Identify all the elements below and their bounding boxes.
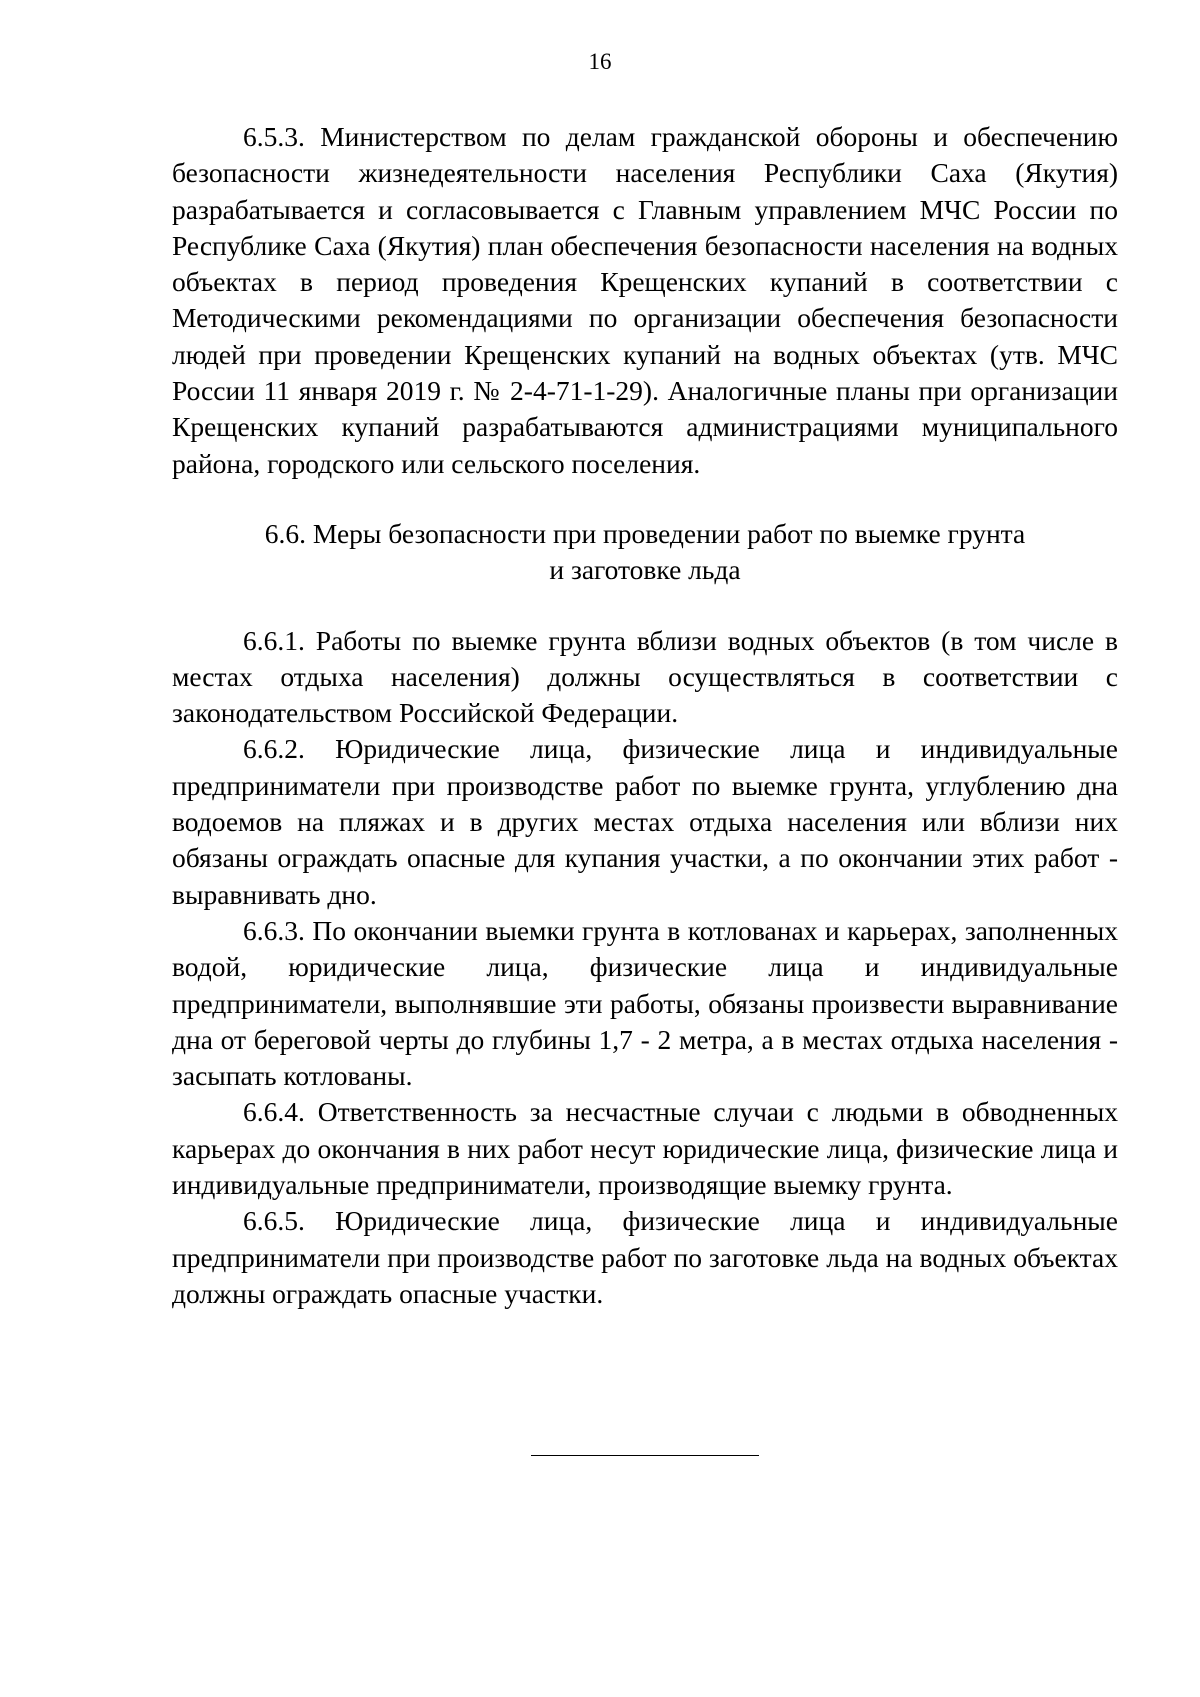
paragraph-6-6-5: 6.6.5. Юридические лица, физические лица и индивидуальные предприниматели при производстве работ по заготовке льда на водных объектах должны ограждать опасные участки. xyxy=(172,1205,1118,1309)
page-number: 16 xyxy=(588,49,612,74)
paragraph-6-6-1: 6.6.1. Работы по выемке грунта вблизи водных объектов (в том числе в местах отдыха населения) должны осуществляться в соответствии с законодательством Российской Федерации. xyxy=(172,624,1118,729)
paragraph-6-5-3: 6.5.3. Министерством по делам гражданской обороны и обеспечению безопасности жизнедеятельности населения Республики Саха (Якутия) разрабатывается и согласовывается с Главным управлением МЧС России по Республике Саха (Якутия) план обеспечения безопасности населения на водных объектах в период проведения Крещенских купаний в соответствии с Методическими рекомендациями по организации обеспечения безопасности людей при проведении Крещенских купаний на водных объектах (утв. МЧС России 11 января 2019 г. № 2-4-71-1-29). Аналогичные планы при организации Крещенских купаний разрабатываются администрациями муниципального района, городского или сельского поселения. xyxy=(172,121,1118,479)
paragraph-6-6-4: 6.6.4. Ответственность за несчастные случаи с людьми в обводненных карьерах до окончания в них работ несут юридические лица, физические лица и индивидуальные предприниматели, производящие выемку грунта. xyxy=(172,1096,1118,1201)
section-heading-line-1: 6.6. Меры безопасности при проведении работ по выемке грунта xyxy=(264,517,1026,549)
section-heading-line-2: и заготовке льда xyxy=(549,554,741,586)
document-body xyxy=(172,119,1118,1312)
section-heading-6-6 xyxy=(172,516,1118,589)
end-of-document-rule xyxy=(531,1455,759,1456)
paragraph-6-6-3: 6.6.3. По окончании выемки грунта в котлованах и карьерах, заполненных водой, юридические лица, физические лица и индивидуальные предприниматели, выполнявшие эти работы, обязаны произвести выравнивание дна от береговой черты до глубины 1,7 - 2 метра, а в местах отдыха населения - засыпать котлованы. xyxy=(172,914,1118,1092)
paragraph-6-6-2: 6.6.2. Юридические лица, физические лица и индивидуальные предприниматели при производстве работ по выемке грунта, углублению дна водоемов на пляжах и в других местах отдыха населения или вблизи них обязаны ограждать опасные для купания участки, а по окончании этих работ - выравнивать дно. xyxy=(172,733,1118,910)
